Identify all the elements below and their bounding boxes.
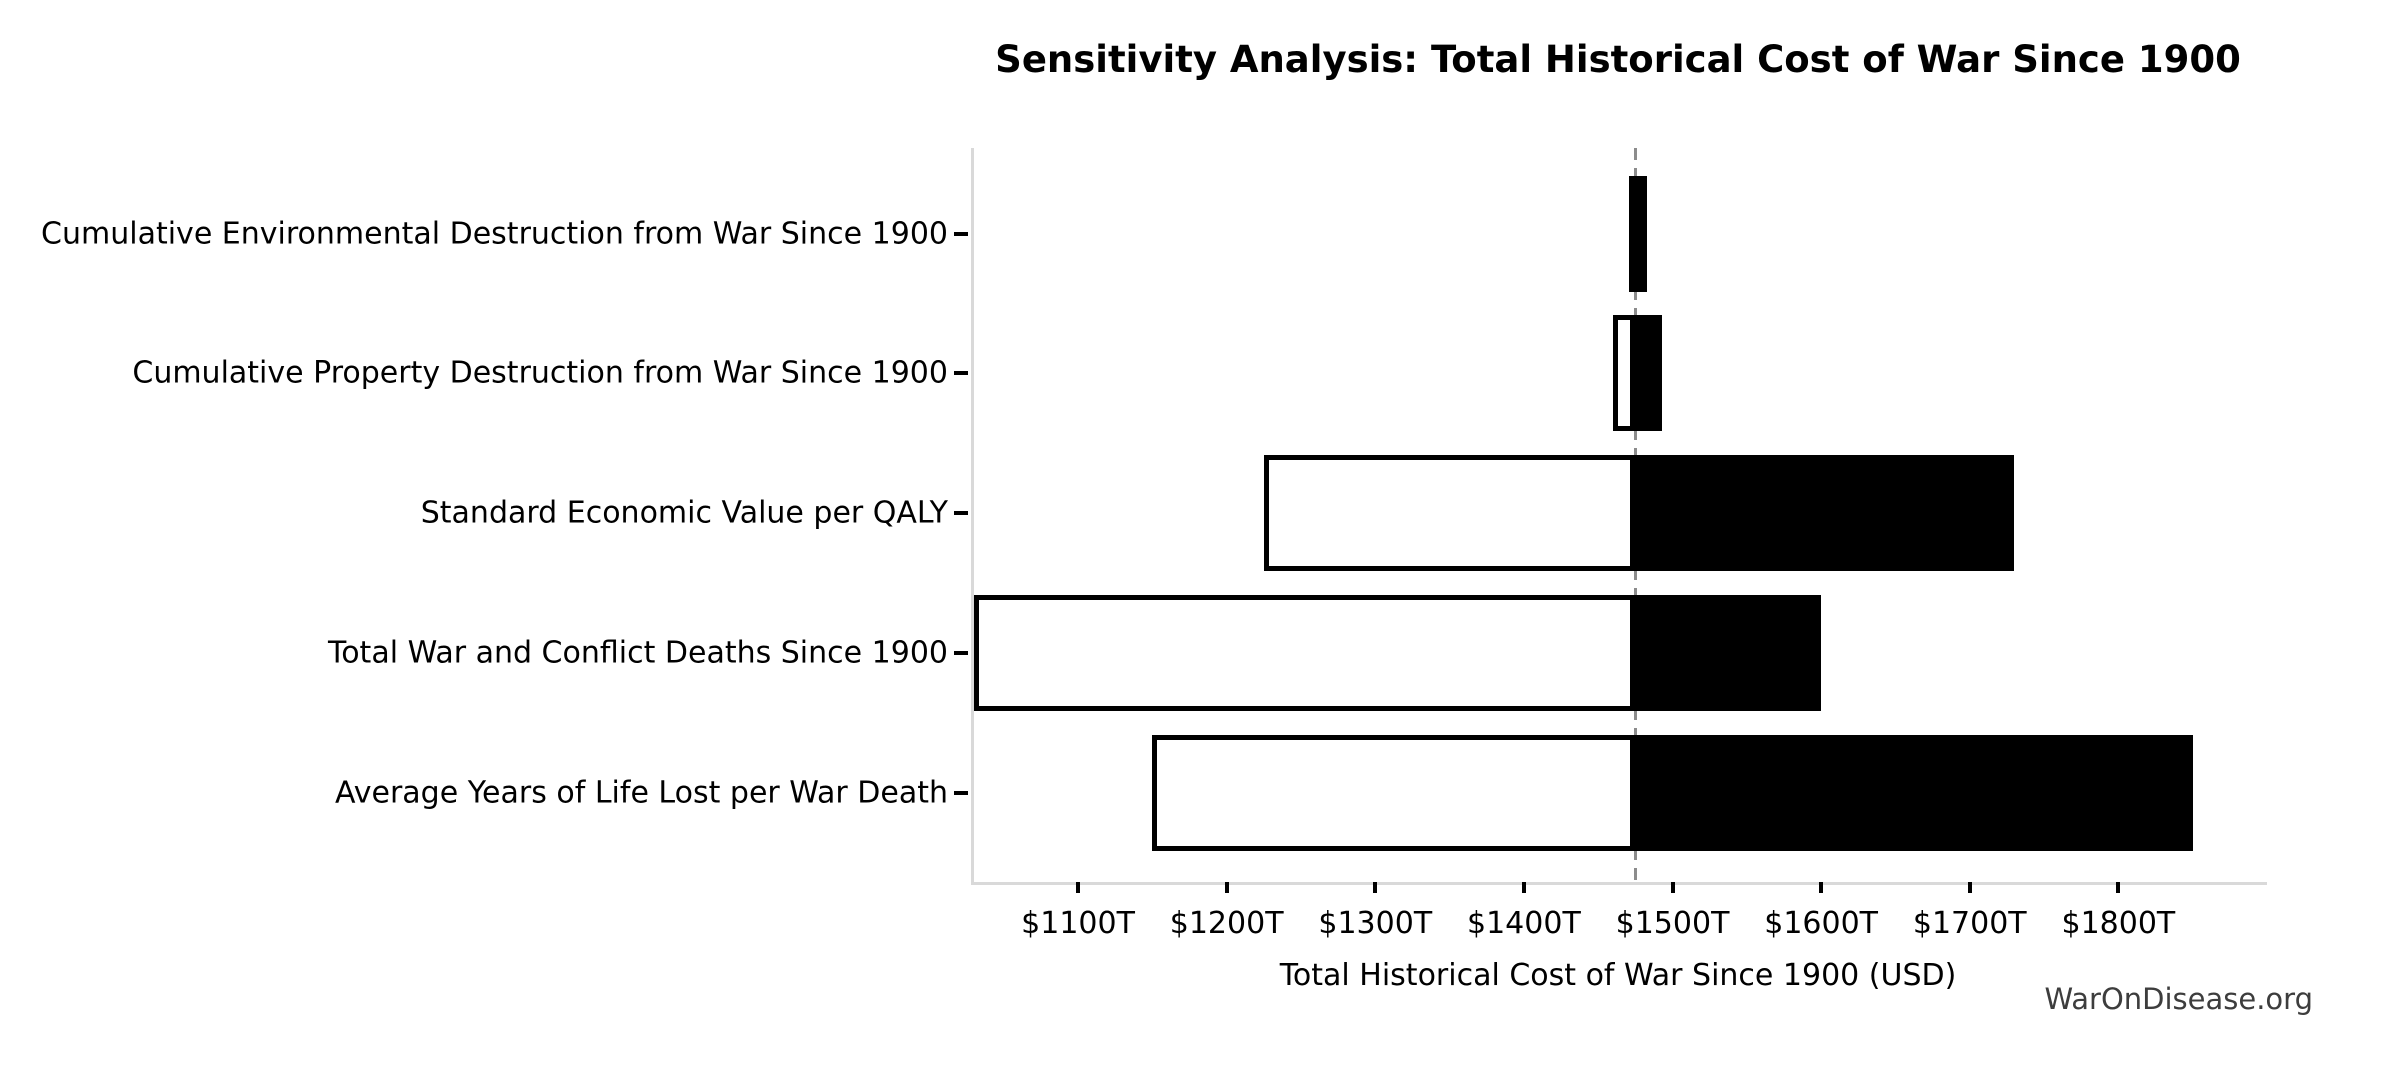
x-tick-label: $1300T (1318, 906, 1433, 941)
bar-high-segment (1635, 315, 1662, 431)
x-tick-label: $1500T (1615, 906, 1730, 941)
y-tick-label: Average Years of Life Lost per War Death (334, 775, 948, 810)
bar-low-segment (974, 595, 1635, 711)
y-tick-mark (954, 371, 968, 375)
y-tick-mark (954, 651, 968, 655)
chart-title: Sensitivity Analysis: Total Historical Cost of War Since 1900 (995, 38, 2241, 81)
y-tick-label: Standard Economic Value per QALY (420, 495, 948, 531)
watermark-text: WarOnDisease.org (2044, 982, 2313, 1016)
x-tick-label: $1100T (1021, 906, 1135, 941)
x-tick-mark (1671, 882, 1675, 893)
x-tick-mark (2116, 882, 2120, 893)
y-tick-label: Cumulative Environmental Destruction from War Since 1900 (41, 216, 948, 251)
x-tick-label: $1200T (1169, 906, 1284, 941)
bar-high-segment (1635, 735, 2192, 851)
x-tick-label: $1700T (1912, 906, 2027, 941)
x-tick-label: $1800T (2061, 906, 2176, 941)
x-tick-mark (1225, 882, 1229, 893)
x-tick-label: $1400T (1467, 906, 1581, 941)
x-tick-mark (1819, 882, 1823, 893)
x-tick-mark (1522, 882, 1526, 893)
x-axis-label: Total Historical Cost of War Since 1900 (USD) (1279, 958, 1957, 993)
plot-area (971, 148, 2267, 941)
bar-high-segment (1635, 176, 1647, 292)
bar-low-segment (1613, 315, 1635, 431)
y-tick-label: Cumulative Property Destruction from War Since 1900 (132, 355, 948, 391)
y-tick-mark (954, 791, 968, 795)
bar-high-segment (1635, 595, 1821, 711)
bar-low-segment (1264, 455, 1636, 571)
x-tick-label: $1600T (1764, 906, 1879, 941)
x-tick-mark (1076, 882, 1080, 893)
y-tick-mark (954, 232, 968, 236)
y-tick-mark (954, 511, 968, 515)
bar-high-segment (1635, 455, 2014, 571)
bar-low-segment (1152, 735, 1635, 851)
y-tick-label: Total War and Conflict Deaths Since 1900 (327, 635, 948, 671)
x-tick-mark (1373, 882, 1377, 893)
x-tick-mark (1968, 882, 1972, 893)
